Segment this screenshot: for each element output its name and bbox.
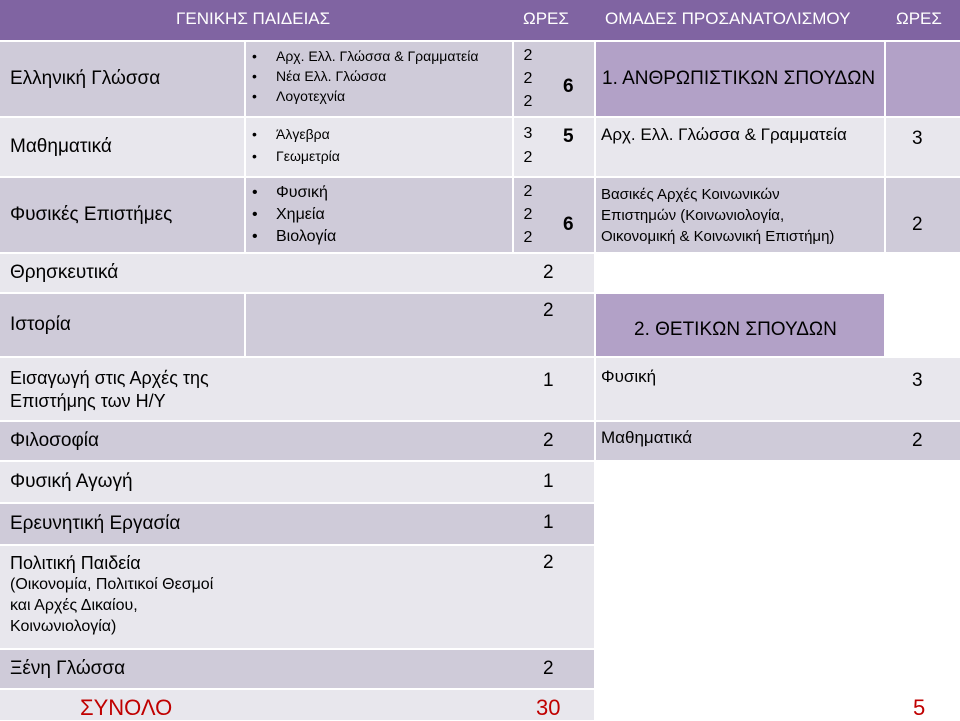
- row-pe: [0, 462, 594, 502]
- math-hours-2: 2: [523, 149, 533, 166]
- science-hours-2: 2: [523, 206, 533, 223]
- sci-math-label: Μαθηματικά: [601, 428, 693, 447]
- math-label: Μαθηματικά: [10, 136, 112, 157]
- greek-sub-1: • Αρχ. Ελλ. Γλώσσα & Γραμματεία: [246, 46, 512, 66]
- research-hours: 1: [543, 512, 554, 533]
- social-hours-cell: [886, 178, 960, 252]
- science-sub-1: • Φυσική: [246, 182, 512, 204]
- ancient-greek-cell: [596, 118, 884, 176]
- cs-hours: 1: [543, 370, 554, 391]
- greek-sub-2: • Νέα Ελλ. Γλώσσα: [246, 66, 512, 86]
- science-sub-3: • Βιολογία: [246, 226, 512, 248]
- sciences-title: 2. ΘΕΤΙΚΩΝ ΣΠΟΥΔΩΝ: [634, 319, 837, 340]
- science-sub-2: • Χημεία: [246, 204, 512, 226]
- greek-sub-3: • Λογοτεχνία: [246, 86, 512, 106]
- section-humanities: [596, 42, 884, 116]
- row-foreign: [0, 650, 594, 688]
- row-greek-subs: [246, 42, 512, 116]
- social-line-1: Βασικές Αρχές Κοινωνικών: [601, 186, 780, 203]
- physics-label: Φυσική: [601, 367, 657, 386]
- social-line-2-rest: (Κοινωνιολογία,: [676, 207, 785, 224]
- social-line-3: Οικονομική & Κοινωνική Επιστήμη): [601, 228, 835, 245]
- ancient-greek-hours-cell: [886, 118, 960, 176]
- history-hours: 2: [543, 300, 554, 321]
- row-science-subs: [246, 178, 512, 252]
- ancient-greek-hours: 3: [912, 128, 923, 149]
- history-label: Ιστορία: [10, 314, 71, 335]
- row-philosophy: [0, 422, 594, 460]
- cs-label-1: Εισαγωγή στις Αρχές της: [10, 368, 209, 388]
- greek-hours-2: 2: [523, 70, 533, 87]
- row-greek-label: [0, 42, 244, 116]
- math-total: 5: [563, 126, 574, 147]
- groups-total-hours: 5: [913, 695, 926, 720]
- civics-hours: 2: [543, 552, 554, 573]
- cs-label-2: Επιστήμης των Η/Υ: [10, 391, 166, 411]
- row-math-subs: [246, 118, 512, 176]
- header-hours: ΩΡΕΣ: [523, 9, 569, 28]
- social-sciences-cell: [596, 178, 884, 252]
- header-hours-2: ΩΡΕΣ: [896, 9, 942, 28]
- row-science-label: [0, 178, 244, 252]
- greek-hours-1: 2: [523, 47, 533, 64]
- religion-hours: 2: [543, 262, 554, 283]
- pe-label: Φυσική Αγωγή: [10, 471, 133, 492]
- section-sciences: [596, 294, 884, 356]
- science-total: 6: [563, 214, 574, 235]
- total-hours: 30: [536, 695, 561, 720]
- sci-math-cell: [596, 422, 960, 460]
- physics-hours: 3: [912, 370, 923, 391]
- row-religion: [0, 254, 594, 292]
- row-math-label: [0, 118, 244, 176]
- civics-label-3: και Αρχές Δικαίου,: [10, 597, 138, 614]
- ancient-greek-label: Αρχ. Ελλ. Γλώσσα & Γραμματεία: [601, 125, 847, 144]
- math-hours-1: 3: [523, 125, 533, 142]
- social-hours: 2: [912, 214, 923, 235]
- history-label-wrap: [0, 310, 71, 340]
- foreign-hours: 2: [543, 658, 554, 679]
- religion-label: Θρησκευτικά: [10, 262, 119, 283]
- physics-cell: [596, 358, 960, 420]
- foreign-label: Ξένη Γλώσσα: [10, 658, 126, 679]
- humanities-title: 1. ΑΝΘΡΩΠΙΣΤΙΚΩΝ ΣΠΟΥΔΩΝ: [602, 68, 876, 89]
- science-label: Φυσικές Επιστήμες: [10, 204, 173, 225]
- civics-label-1: Πολιτική Παιδεία: [10, 553, 141, 573]
- header-general: ΓΕΝΙΚΗΣ ΠΑΙΔΕΙΑΣ: [176, 9, 331, 28]
- greek-label: Ελληνική Γλώσσα: [10, 68, 161, 89]
- sci-math-hours: 2: [912, 430, 923, 451]
- pe-hours: 1: [543, 471, 554, 492]
- science-hours-3: 2: [523, 229, 533, 246]
- row-research: [0, 504, 594, 544]
- row-civics: [0, 546, 594, 648]
- science-hours-1: 2: [523, 183, 533, 200]
- header-groups: ΟΜΑΔΕΣ ΠΡΟΣΑΝΑΤΟΛΙΣΜΟΥ: [605, 9, 851, 28]
- greek-hours-3: 2: [523, 93, 533, 110]
- civics-label-2: (Οικονομία, Πολιτικοί Θεσμοί: [10, 576, 214, 593]
- greek-total: 6: [563, 76, 574, 97]
- row-cs: [0, 358, 594, 420]
- math-sub-2: • Γεωμετρία: [246, 145, 512, 167]
- philosophy-label: Φιλοσοφία: [10, 430, 99, 451]
- math-sub-1: • Άλγεβρα: [246, 123, 512, 145]
- research-label: Ερευνητική Εργασία: [10, 513, 181, 534]
- civics-label-4: Κοινωνιολογία): [10, 618, 117, 635]
- total-label: ΣΥΝΟΛΟ: [80, 695, 173, 720]
- row-history-rest: [246, 294, 594, 356]
- section-humanities-hours: [886, 42, 960, 116]
- social-line-2-bold: Επιστημών: [601, 207, 677, 224]
- philosophy-hours: 2: [543, 430, 554, 451]
